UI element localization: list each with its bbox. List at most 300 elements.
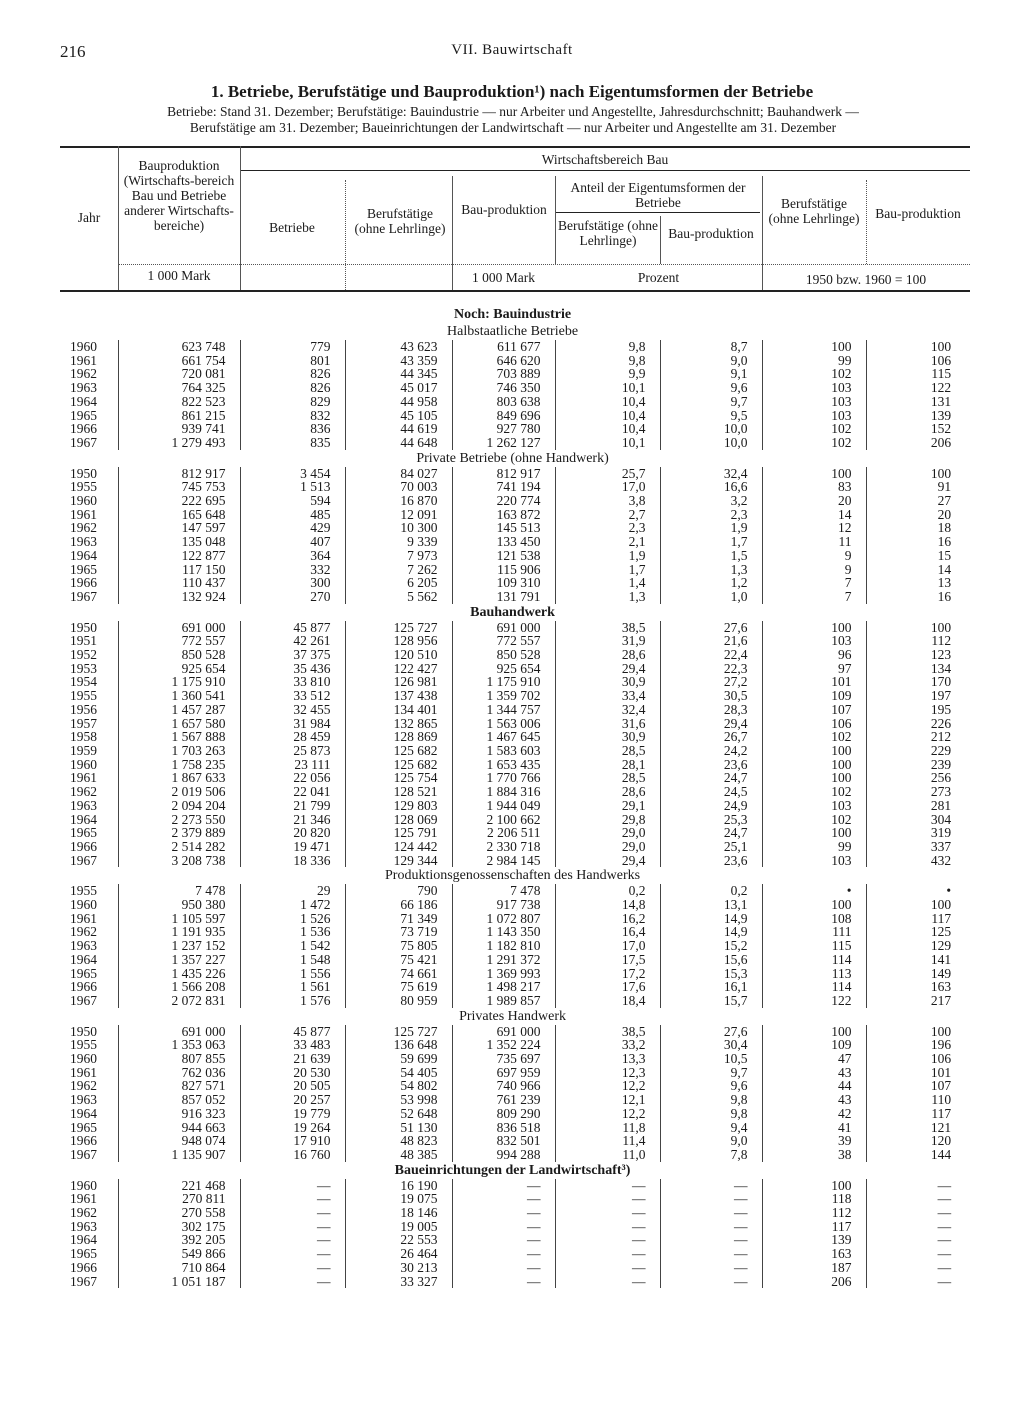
table-row <box>60 621 965 635</box>
cell-index-berufstaetige: 100 <box>762 340 866 354</box>
table-row <box>60 939 965 953</box>
cell-berufstaetige: 125 727 <box>345 621 452 635</box>
cell-berufstaetige: 59 699 <box>345 1052 452 1066</box>
cell-bauproduktion: 1 262 127 <box>452 436 555 450</box>
cell-year: 1955 <box>70 883 97 899</box>
cell-berufstaetige: 26 464 <box>345 1247 452 1261</box>
cell-betriebe: 332 <box>240 563 345 577</box>
cell-betriebe: 33 483 <box>240 1038 345 1052</box>
cell-year: 1960 <box>70 897 97 913</box>
cell-bauproduktion: 703 889 <box>452 367 555 381</box>
cell-bauproduktion: 646 620 <box>452 354 555 368</box>
table-row <box>60 521 965 535</box>
cell-bauproduktion: 121 538 <box>452 549 555 563</box>
cell-anteil-berufstaetige: 18,4 <box>555 994 660 1008</box>
cell-anteil-bauproduktion: 9,6 <box>660 381 762 395</box>
cell-berufstaetige: 125 682 <box>345 758 452 772</box>
table-row <box>60 1052 965 1066</box>
cell-berufstaetige: 51 130 <box>345 1121 452 1135</box>
cell-index-berufstaetige: 100 <box>762 1179 866 1193</box>
cell-year: 1962 <box>70 1078 97 1094</box>
cell-bauproduktion: 1 498 217 <box>452 980 555 994</box>
cell-index-berufstaetige: 102 <box>762 813 866 827</box>
table-row <box>60 813 965 827</box>
table-row <box>60 662 965 676</box>
cell-index-bauproduktion: — <box>866 1192 965 1206</box>
cell-anteil-bauproduktion: — <box>660 1179 762 1193</box>
cell-year: 1963 <box>70 380 97 396</box>
cell-bauproduktion: 836 518 <box>452 1121 555 1135</box>
table-row <box>60 912 965 926</box>
cell-bauproduktion-all: 1 105 597 <box>118 912 240 926</box>
table-row <box>60 354 965 368</box>
cell-berufstaetige: 128 956 <box>345 634 452 648</box>
cell-anteil-bauproduktion: — <box>660 1261 762 1275</box>
cell-index-berufstaetige: 103 <box>762 854 866 868</box>
cell-anteil-berufstaetige: 29,4 <box>555 854 660 868</box>
cell-anteil-berufstaetige: 17,5 <box>555 953 660 967</box>
cell-anteil-bauproduktion: 27,6 <box>660 621 762 635</box>
cell-bauproduktion-all: 2 072 831 <box>118 994 240 1008</box>
cell-index-berufstaetige: 100 <box>762 621 866 635</box>
table-row <box>60 884 965 898</box>
cell-betriebe: 300 <box>240 576 345 590</box>
cell-bauproduktion-all: 827 571 <box>118 1079 240 1093</box>
cell-betriebe: 31 984 <box>240 717 345 731</box>
cell-berufstaetige: 70 003 <box>345 480 452 494</box>
cell-anteil-berufstaetige: 10,4 <box>555 422 660 436</box>
cell-betriebe: 22 056 <box>240 771 345 785</box>
cell-index-berufstaetige: 107 <box>762 703 866 717</box>
cell-anteil-berufstaetige: — <box>555 1192 660 1206</box>
cell-index-bauproduktion: 125 <box>866 925 965 939</box>
cell-betriebe: — <box>240 1261 345 1275</box>
cell-bauproduktion-all: 1 758 235 <box>118 758 240 772</box>
table-row <box>60 980 965 994</box>
table-row <box>60 994 965 1008</box>
section-heading: Noch: Bauindustrie <box>454 307 572 322</box>
cell-betriebe: — <box>240 1275 345 1289</box>
cell-bauproduktion: 2 100 662 <box>452 813 555 827</box>
cell-anteil-berufstaetige: 28,1 <box>555 758 660 772</box>
cell-index-berufstaetige: 99 <box>762 354 866 368</box>
cell-bauproduktion-all: 850 528 <box>118 648 240 662</box>
cell-index-berufstaetige: 7 <box>762 590 866 604</box>
cell-anteil-bauproduktion: 9,0 <box>660 1134 762 1148</box>
table-row <box>60 1025 965 1039</box>
page-number: 216 <box>60 42 86 61</box>
table-title: 1. Betriebe, Berufstätige und Bauproduktion¹) nach Eigentumsformen der Betriebe <box>210 82 814 101</box>
cell-index-berufstaetige: 102 <box>762 367 866 381</box>
cell-betriebe: 826 <box>240 367 345 381</box>
cell-bauproduktion-all: 812 917 <box>118 467 240 481</box>
cell-year: 1952 <box>70 647 97 663</box>
cell-anteil-bauproduktion: — <box>660 1275 762 1289</box>
cell-index-bauproduktion: 120 <box>866 1134 965 1148</box>
cell-anteil-bauproduktion: 22,3 <box>660 662 762 676</box>
cell-bauproduktion: 697 959 <box>452 1066 555 1080</box>
cell-anteil-berufstaetige: 16,4 <box>555 925 660 939</box>
cell-bauproduktion: 1 770 766 <box>452 771 555 785</box>
cell-index-bauproduktion: 319 <box>866 826 965 840</box>
cell-bauproduktion: 740 966 <box>452 1079 555 1093</box>
cell-index-bauproduktion: — <box>866 1233 965 1247</box>
cell-index-bauproduktion: 273 <box>866 785 965 799</box>
header-sep <box>118 146 119 290</box>
cell-year: 1961 <box>70 506 97 522</box>
cell-index-bauproduktion: 226 <box>866 717 965 731</box>
cell-betriebe: — <box>240 1220 345 1234</box>
section-heading-row <box>60 323 965 340</box>
header-anteil-bauproduktion: Bau-produktion <box>668 226 754 241</box>
cell-betriebe: 20 257 <box>240 1093 345 1107</box>
cell-bauproduktion: 163 872 <box>452 508 555 522</box>
cell-berufstaetige: 71 349 <box>345 912 452 926</box>
cell-bauproduktion: 1 143 350 <box>452 925 555 939</box>
cell-anteil-berufstaetige: 29,4 <box>555 662 660 676</box>
cell-berufstaetige: 73 719 <box>345 925 452 939</box>
cell-anteil-bauproduktion: 15,7 <box>660 994 762 1008</box>
cell-year: 1963 <box>70 534 97 550</box>
cell-year: 1960 <box>70 756 97 772</box>
cell-year: 1962 <box>70 784 97 800</box>
cell-bauproduktion-all: 2 514 282 <box>118 840 240 854</box>
cell-bauproduktion-all: 2 019 506 <box>118 785 240 799</box>
cell-anteil-berufstaetige: — <box>555 1179 660 1193</box>
cell-index-bauproduktion: 100 <box>866 1025 965 1039</box>
cell-berufstaetige: 54 802 <box>345 1079 452 1093</box>
cell-index-berufstaetige: 9 <box>762 563 866 577</box>
cell-index-bauproduktion: 100 <box>866 621 965 635</box>
cell-anteil-berufstaetige: 14,8 <box>555 898 660 912</box>
cell-bauproduktion: 1 072 807 <box>452 912 555 926</box>
cell-anteil-berufstaetige: 32,4 <box>555 703 660 717</box>
cell-berufstaetige: 80 959 <box>345 994 452 1008</box>
cell-betriebe: 35 436 <box>240 662 345 676</box>
cell-index-bauproduktion: 197 <box>866 689 965 703</box>
cell-year: 1955 <box>70 688 97 704</box>
table-row <box>60 1275 965 1289</box>
cell-year: 1966 <box>70 838 97 854</box>
cell-anteil-berufstaetige: 17,2 <box>555 967 660 981</box>
cell-anteil-bauproduktion: 14,9 <box>660 912 762 926</box>
cell-bauproduktion: — <box>452 1275 555 1289</box>
cell-anteil-bauproduktion: 32,4 <box>660 467 762 481</box>
cell-year: 1965 <box>70 561 97 577</box>
cell-anteil-berufstaetige: 12,3 <box>555 1066 660 1080</box>
cell-bauproduktion-all: 549 866 <box>118 1247 240 1261</box>
cell-anteil-berufstaetige: 29,8 <box>555 813 660 827</box>
cell-anteil-berufstaetige: 29,0 <box>555 840 660 854</box>
cell-anteil-bauproduktion: 1,7 <box>660 535 762 549</box>
cell-anteil-bauproduktion: 9,4 <box>660 1121 762 1135</box>
cell-index-berufstaetige: 100 <box>762 467 866 481</box>
cell-year: 1961 <box>70 1191 97 1207</box>
cell-bauproduktion-all: 720 081 <box>118 367 240 381</box>
cell-bauproduktion-all: 1 703 263 <box>118 744 240 758</box>
cell-index-bauproduktion: 107 <box>866 1079 965 1093</box>
cell-year: 1964 <box>70 1105 97 1121</box>
cell-betriebe: 1 548 <box>240 953 345 967</box>
cell-anteil-bauproduktion: — <box>660 1220 762 1234</box>
cell-anteil-berufstaetige: 1,4 <box>555 576 660 590</box>
cell-bauproduktion-all: 857 052 <box>118 1093 240 1107</box>
cell-betriebe: 1 576 <box>240 994 345 1008</box>
cell-year: 1960 <box>70 339 97 354</box>
cell-index-berufstaetige: 113 <box>762 967 866 981</box>
section-heading-row <box>60 867 965 884</box>
table-row <box>60 422 965 436</box>
cell-bauproduktion-all: 147 597 <box>118 521 240 535</box>
cell-anteil-bauproduktion: 1,3 <box>660 563 762 577</box>
cell-berufstaetige: 120 510 <box>345 648 452 662</box>
cell-bauproduktion: 1 352 224 <box>452 1038 555 1052</box>
cell-anteil-berufstaetige: 12,2 <box>555 1079 660 1093</box>
cell-index-berufstaetige: 12 <box>762 521 866 535</box>
cell-year: 1962 <box>70 520 97 536</box>
cell-index-berufstaetige: 109 <box>762 689 866 703</box>
cell-bauproduktion-all: 948 074 <box>118 1134 240 1148</box>
cell-betriebe: 33 512 <box>240 689 345 703</box>
cell-berufstaetige: 75 421 <box>345 953 452 967</box>
cell-anteil-berufstaetige: 38,5 <box>555 621 660 635</box>
cell-bauproduktion: 691 000 <box>452 621 555 635</box>
cell-anteil-bauproduktion: 15,6 <box>660 953 762 967</box>
cell-index-berufstaetige: 7 <box>762 576 866 590</box>
cell-betriebe: 832 <box>240 409 345 423</box>
cell-berufstaetige: 44 958 <box>345 395 452 409</box>
cell-bauproduktion: 735 697 <box>452 1052 555 1066</box>
cell-bauproduktion-all: 2 273 550 <box>118 813 240 827</box>
cell-bauproduktion-all: 222 695 <box>118 494 240 508</box>
cell-berufstaetige: 124 442 <box>345 840 452 854</box>
cell-berufstaetige: 134 401 <box>345 703 452 717</box>
cell-year: 1966 <box>70 575 97 591</box>
cell-betriebe: 3 454 <box>240 467 345 481</box>
cell-year: 1964 <box>70 547 97 563</box>
cell-bauproduktion-all: 950 380 <box>118 898 240 912</box>
cell-anteil-bauproduktion: — <box>660 1247 762 1261</box>
cell-bauproduktion-all: 302 175 <box>118 1220 240 1234</box>
cell-index-berufstaetige: 99 <box>762 840 866 854</box>
header-sep <box>345 180 346 290</box>
cell-anteil-berufstaetige: 30,9 <box>555 730 660 744</box>
cell-index-bauproduktion: — <box>866 1206 965 1220</box>
table-row <box>60 648 965 662</box>
cell-index-bauproduktion: 121 <box>866 1121 965 1135</box>
table-row <box>60 409 965 423</box>
cell-bauproduktion: — <box>452 1192 555 1206</box>
cell-index-bauproduktion: 14 <box>866 563 965 577</box>
cell-betriebe: 19 779 <box>240 1107 345 1121</box>
cell-bauproduktion: 812 917 <box>452 467 555 481</box>
cell-bauproduktion-all: 270 811 <box>118 1192 240 1206</box>
cell-berufstaetige: 52 648 <box>345 1107 452 1121</box>
cell-index-bauproduktion: 27 <box>866 494 965 508</box>
cell-index-bauproduktion: 256 <box>866 771 965 785</box>
cell-index-berufstaetige: 102 <box>762 422 866 436</box>
cell-betriebe: 1 526 <box>240 912 345 926</box>
cell-anteil-berufstaetige: 2,1 <box>555 535 660 549</box>
cell-anteil-bauproduktion: 27,6 <box>660 1025 762 1039</box>
cell-index-berufstaetige: 42 <box>762 1107 866 1121</box>
table-row <box>60 494 965 508</box>
cell-bauproduktion: 741 194 <box>452 480 555 494</box>
cell-year: 1967 <box>70 852 97 868</box>
cell-year: 1967 <box>70 1146 97 1162</box>
cell-anteil-berufstaetige: 31,9 <box>555 634 660 648</box>
cell-bauproduktion: 220 774 <box>452 494 555 508</box>
cell-berufstaetige: 126 981 <box>345 675 452 689</box>
cell-berufstaetige: 54 405 <box>345 1066 452 1080</box>
cell-bauproduktion: 2 206 511 <box>452 826 555 840</box>
cell-betriebe: 19 264 <box>240 1121 345 1135</box>
cell-index-berufstaetige: 103 <box>762 395 866 409</box>
cell-betriebe: 1 561 <box>240 980 345 994</box>
cell-year: 1953 <box>70 660 97 676</box>
cell-index-berufstaetige: 111 <box>762 925 866 939</box>
cell-bauproduktion-all: 822 523 <box>118 395 240 409</box>
cell-berufstaetige: 74 661 <box>345 967 452 981</box>
cell-index-berufstaetige: 118 <box>762 1192 866 1206</box>
cell-anteil-bauproduktion: 14,9 <box>660 925 762 939</box>
cell-year: 1956 <box>70 701 97 717</box>
cell-index-bauproduktion: 91 <box>866 480 965 494</box>
cell-betriebe: — <box>240 1206 345 1220</box>
cell-anteil-berufstaetige: 28,6 <box>555 785 660 799</box>
cell-berufstaetige: 128 869 <box>345 730 452 744</box>
cell-index-berufstaetige: 100 <box>762 826 866 840</box>
header-anteil: Anteil der Eigentumsformen der Betriebe <box>570 180 746 210</box>
table-row <box>60 480 965 494</box>
cell-betriebe: 1 556 <box>240 967 345 981</box>
cell-betriebe: 45 877 <box>240 1025 345 1039</box>
header-rule-bau <box>240 170 970 171</box>
cell-bauproduktion-all: 135 048 <box>118 535 240 549</box>
table-row <box>60 771 965 785</box>
cell-berufstaetige: 30 213 <box>345 1261 452 1275</box>
cell-index-bauproduktion: 16 <box>866 590 965 604</box>
cell-index-berufstaetige: 11 <box>762 535 866 549</box>
section-heading: Produktionsgenossenschaften des Handwerks <box>385 868 641 884</box>
cell-berufstaetige: 33 327 <box>345 1275 452 1289</box>
cell-index-bauproduktion: 134 <box>866 662 965 676</box>
cell-berufstaetige: 137 438 <box>345 689 452 703</box>
cell-betriebe: 779 <box>240 340 345 354</box>
cell-berufstaetige: 75 619 <box>345 980 452 994</box>
cell-index-berufstaetige: 100 <box>762 1025 866 1039</box>
header-betriebe: Betriebe <box>269 220 315 235</box>
cell-year: 1962 <box>70 1205 97 1221</box>
cell-index-bauproduktion: 123 <box>866 648 965 662</box>
header-rule-anteil <box>555 212 760 213</box>
cell-anteil-berufstaetige: — <box>555 1275 660 1289</box>
cell-index-berufstaetige: 102 <box>762 436 866 450</box>
cell-bauproduktion: 1 653 435 <box>452 758 555 772</box>
cell-index-bauproduktion: 212 <box>866 730 965 744</box>
cell-bauproduktion: 1 884 316 <box>452 785 555 799</box>
cell-index-bauproduktion: 131 <box>866 395 965 409</box>
cell-index-bauproduktion: 152 <box>866 422 965 436</box>
cell-anteil-bauproduktion: 3,2 <box>660 494 762 508</box>
cell-betriebe: 485 <box>240 508 345 522</box>
table-row <box>60 395 965 409</box>
cell-index-bauproduktion: 100 <box>866 467 965 481</box>
cell-betriebe: 20 820 <box>240 826 345 840</box>
cell-index-bauproduktion: 18 <box>866 521 965 535</box>
table-row <box>60 1179 965 1193</box>
cell-bauproduktion: 1 583 603 <box>452 744 555 758</box>
cell-bauproduktion-all: 1 567 888 <box>118 730 240 744</box>
cell-bauproduktion: — <box>452 1206 555 1220</box>
cell-year: 1961 <box>70 352 97 368</box>
cell-anteil-bauproduktion: 24,7 <box>660 826 762 840</box>
cell-bauproduktion-all: 710 864 <box>118 1261 240 1275</box>
cell-anteil-berufstaetige: 1,7 <box>555 563 660 577</box>
cell-year: 1966 <box>70 1133 97 1149</box>
cell-index-bauproduktion: 106 <box>866 1052 965 1066</box>
cell-bauproduktion: 809 290 <box>452 1107 555 1121</box>
cell-year: 1965 <box>70 965 97 981</box>
cell-bauproduktion: — <box>452 1179 555 1193</box>
cell-index-berufstaetige: 114 <box>762 953 866 967</box>
unit-mark-2: 1 000 Mark <box>472 270 535 285</box>
table-row <box>60 703 965 717</box>
cell-bauproduktion-all: 270 558 <box>118 1206 240 1220</box>
cell-bauproduktion: 1 175 910 <box>452 675 555 689</box>
table-row <box>60 576 965 590</box>
cell-bauproduktion-all: 132 924 <box>118 590 240 604</box>
cell-index-berufstaetige: 103 <box>762 634 866 648</box>
cell-betriebe: 18 336 <box>240 854 345 868</box>
cell-index-berufstaetige: 163 <box>762 1247 866 1261</box>
cell-anteil-bauproduktion: 30,4 <box>660 1038 762 1052</box>
header-jahr: Jahr <box>77 210 101 225</box>
table-row <box>60 675 965 689</box>
cell-anteil-bauproduktion: 22,4 <box>660 648 762 662</box>
cell-betriebe: 21 799 <box>240 799 345 813</box>
table-row <box>60 1134 965 1148</box>
cell-year: 1965 <box>70 825 97 841</box>
header-anteil-berufstaetige: Berufstätige (ohne Lehrlinge) <box>557 218 659 248</box>
cell-anteil-berufstaetige: 9,9 <box>555 367 660 381</box>
cell-index-berufstaetige: 109 <box>762 1038 866 1052</box>
cell-year: 1960 <box>70 1177 97 1193</box>
cell-index-bauproduktion: 106 <box>866 354 965 368</box>
cell-anteil-berufstaetige: 38,5 <box>555 1025 660 1039</box>
cell-anteil-berufstaetige: — <box>555 1233 660 1247</box>
cell-bauproduktion-all: 392 205 <box>118 1233 240 1247</box>
header-bottom-rule <box>60 290 970 292</box>
cell-bauproduktion: 850 528 <box>452 648 555 662</box>
cell-betriebe: 20 505 <box>240 1079 345 1093</box>
cell-anteil-bauproduktion: — <box>660 1192 762 1206</box>
cell-bauproduktion-all: 1 357 227 <box>118 953 240 967</box>
cell-anteil-berufstaetige: — <box>555 1220 660 1234</box>
cell-index-bauproduktion: 115 <box>866 367 965 381</box>
cell-betriebe: 1 513 <box>240 480 345 494</box>
cell-berufstaetige: 19 075 <box>345 1192 452 1206</box>
table-row <box>60 1206 965 1220</box>
cell-index-bauproduktion: 117 <box>866 1107 965 1121</box>
cell-index-bauproduktion: 101 <box>866 1066 965 1080</box>
cell-betriebe: 29 <box>240 884 345 898</box>
cell-anteil-berufstaetige: — <box>555 1247 660 1261</box>
cell-year: 1966 <box>70 421 97 437</box>
cell-index-berufstaetige: 100 <box>762 758 866 772</box>
cell-bauproduktion-all: 117 150 <box>118 563 240 577</box>
cell-anteil-bauproduktion: 13,1 <box>660 898 762 912</box>
